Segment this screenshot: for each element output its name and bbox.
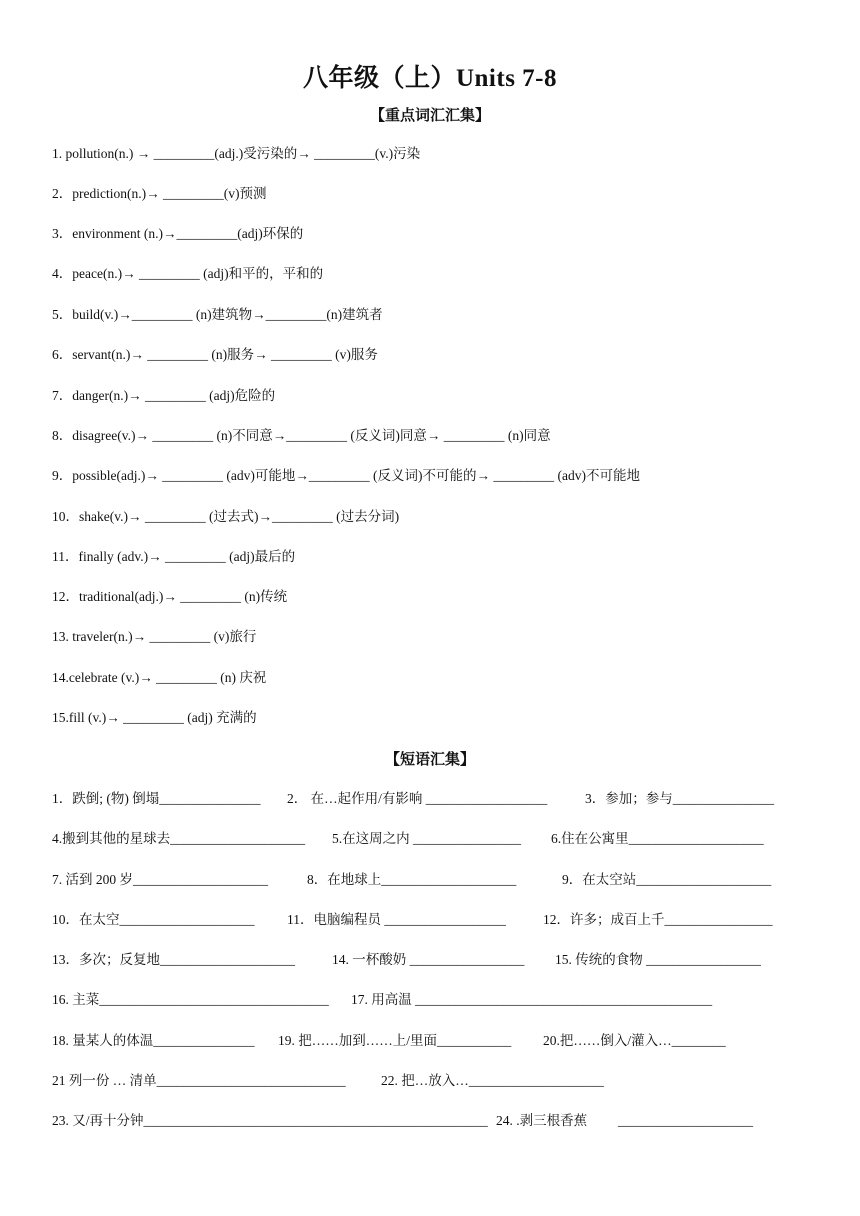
vocab-item-13: 13. traveler(n.)→ _________ (v)旅行: [52, 629, 257, 644]
vocab-item-6: 6．servant(n.)→ _________ (n)服务→ _________ (v)服务: [52, 347, 378, 362]
vocab-item-14: 14.celebrate (v.)→ _________ (n) 庆祝: [52, 670, 267, 685]
phrase-heading: 【短语汇集】: [384, 752, 475, 768]
vocab-item-10: 10．shake(v.)→ _________ (过去式)→_________ (过去分词): [52, 509, 400, 524]
phrase-item: 3．参加；参与_______________: [585, 791, 774, 806]
phrase-item: 21 列一份 … 清单____________________________: [52, 1073, 346, 1088]
phrase-item: 13．多次；反复地____________________: [52, 952, 295, 967]
phrase-item: 17. 用高温 ____________________________________________: [351, 992, 713, 1007]
vocab-item-12: 12．traditional(adj.)→ _________ (n)传统: [52, 589, 288, 604]
vocab-item-11: 11．finally (adv.)→ _________ (adj)最后的: [52, 549, 296, 564]
phrase-item: 10．在太空____________________: [52, 912, 255, 927]
phrase-item: ____________________: [618, 1113, 753, 1128]
phrase-item: 8．在地球上____________________: [307, 872, 517, 887]
phrase-item: 23. 又/再十分钟___________________________________________________: [52, 1113, 488, 1128]
vocab-item-8: 8．disagree(v.)→ _________ (n)不同意→_________ (反义词)同意→ _________ (n)同意: [52, 428, 551, 443]
phrase-item: 5.在这周之内 ________________: [332, 831, 521, 846]
phrase-item: 20.把……倒入/灌入…________: [543, 1033, 726, 1048]
vocab-item-9: 9．possible(adj.)→ _________ (adv)可能地→_________ (反义词)不可能的→ _________ (adv)不可能地: [52, 468, 640, 483]
phrase-item: 19. 把……加到……上/里面___________: [278, 1033, 512, 1048]
phrase-item: 24. .剥三根香蕉: [496, 1113, 588, 1128]
phrase-item: 11．电脑编程员 __________________: [287, 912, 506, 927]
phrase-item: 22. 把…放入…____________________: [381, 1073, 604, 1088]
vocab-item-2: 2．prediction(n.)→ _________(v)预测: [52, 186, 267, 201]
vocab-item-1: 1. pollution(n.) → _________(adj.)受污染的→ _________(v.)污染: [52, 146, 421, 161]
phrase-item: 2． 在…起作用/有影响 __________________: [287, 791, 548, 806]
vocab-item-7: 7．danger(n.)→ _________ (adj)危险的: [52, 388, 276, 403]
vocab-item-3: 3．environment (n.)→_________(adj)环保的: [52, 226, 304, 241]
phrase-item: 1．跌倒; (物) 倒塌_______________: [52, 791, 261, 806]
phrase-item: 9．在太空站____________________: [562, 872, 772, 887]
phrase-item: 7. 活到 200 岁____________________: [52, 872, 268, 887]
vocab-heading: 【重点词汇汇集】: [369, 108, 490, 124]
vocab-item-15: 15.fill (v.)→ _________ (adj) 充满的: [52, 710, 257, 725]
phrase-item: 15. 传统的食物 _________________: [555, 952, 761, 967]
vocab-item-4: 4．peace(n.)→ _________ (adj)和平的，平和的: [52, 266, 324, 281]
phrase-item: 12．许多；成百上千________________: [543, 912, 773, 927]
phrase-item: 14. 一杯酸奶 _________________: [332, 952, 525, 967]
phrase-item: 18. 量某人的体温_______________: [52, 1033, 255, 1048]
phrase-item: 6.住在公寓里____________________: [551, 831, 764, 846]
phrase-item: 4.搬到其他的星球去____________________: [52, 831, 306, 846]
page-title: 八年级（上）Units 7-8: [302, 65, 558, 92]
phrase-item: 16. 主菜__________________________________: [52, 992, 329, 1007]
vocab-item-5: 5．build(v.)→_________ (n)建筑物→_________(n)建筑者: [52, 307, 383, 322]
